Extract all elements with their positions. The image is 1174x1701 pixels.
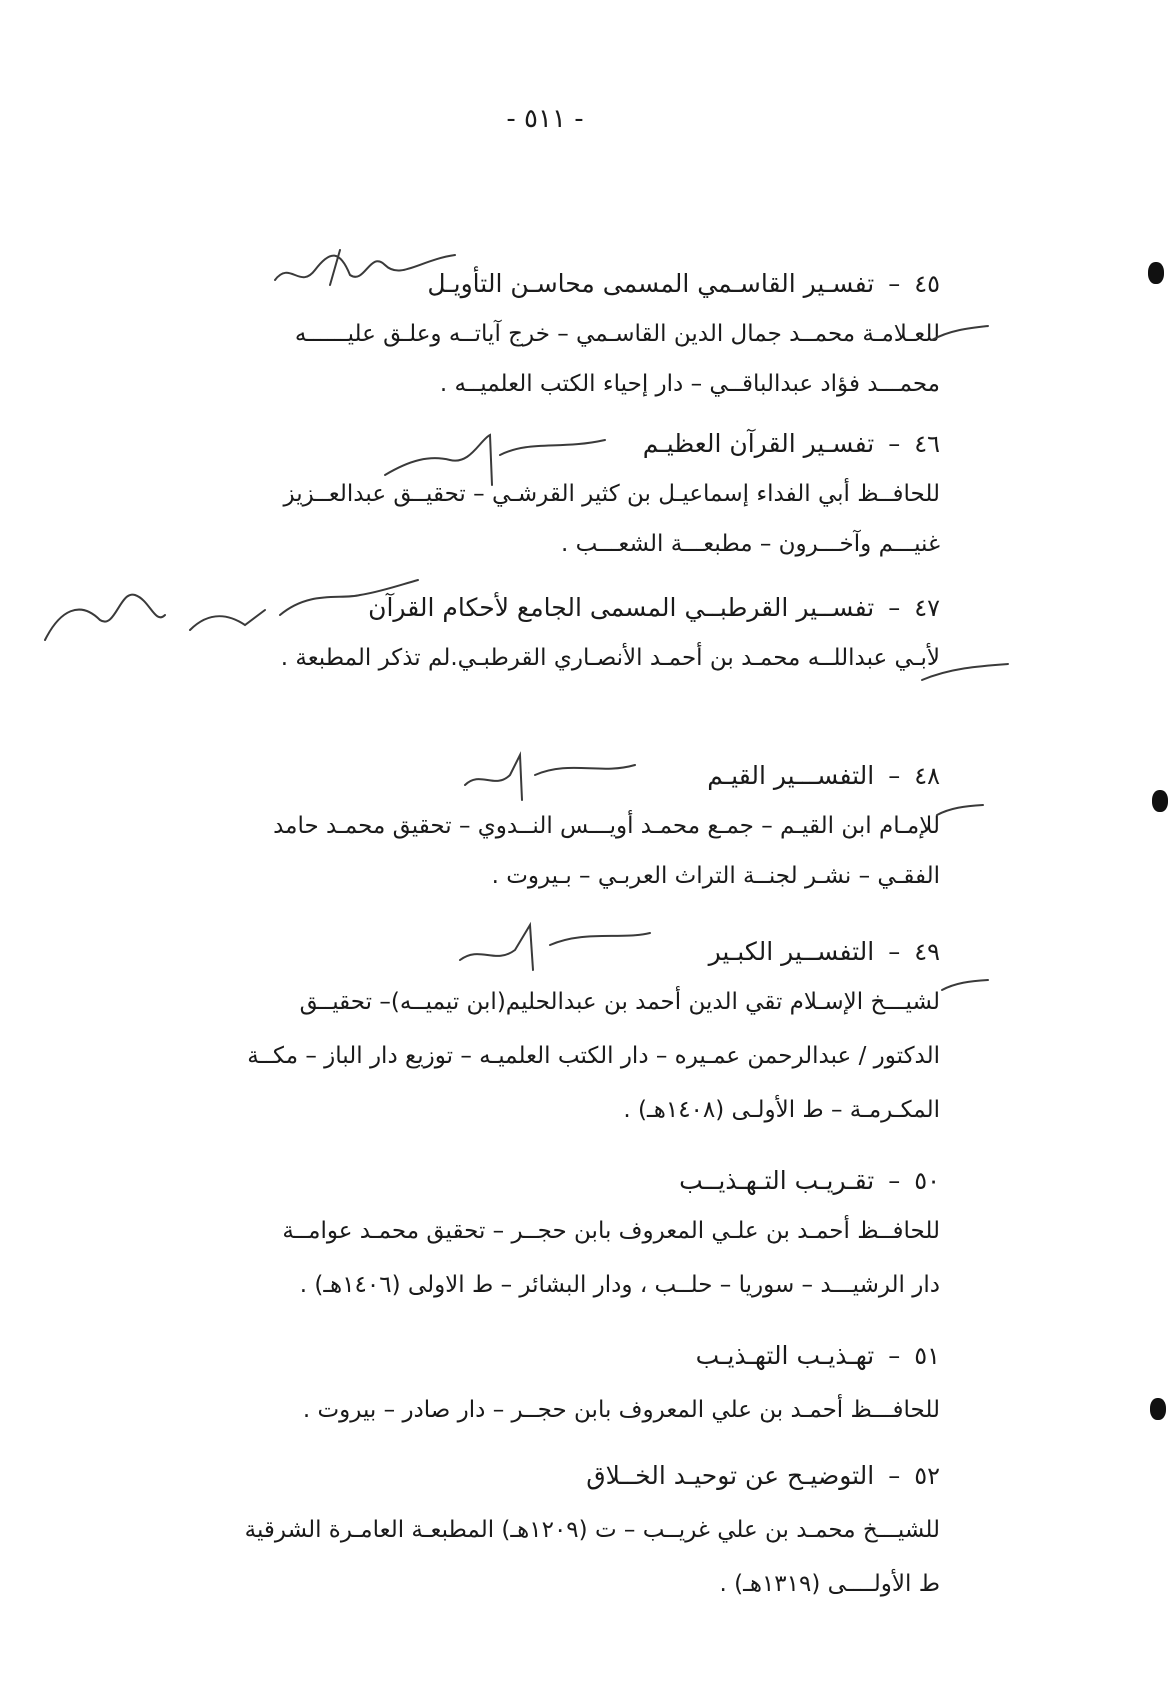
entry-separator: – — [888, 1342, 901, 1370]
entry-separator: – — [888, 1167, 901, 1195]
entry-detail-line: للإمـام ابن القيـم – جمـع محمـد أويـــس النــدوي – تحقيق محمـد حامد — [273, 813, 940, 839]
entry-detail-line: ط الأولــــى (١٣١٩هـ) . — [719, 1571, 940, 1597]
handwritten-annotation — [40, 570, 420, 660]
entry-separator: – — [888, 270, 901, 298]
entry-detail-line: غنيـــم وآخـــرون – مطبعـــة الشعـــب . — [561, 531, 940, 557]
entry-detail-line: للحافــظ أحمـد بن علـي المعروف بابن حجــر – تحقيق محمـد عوامــة — [282, 1218, 940, 1244]
page-number: - ٥١١ - — [506, 104, 584, 134]
entry-title-line — [586, 1460, 940, 1492]
entry-title: تقـريـب التـهـذيــب — [679, 1166, 875, 1195]
margin-mark — [940, 975, 990, 995]
entry-title-line — [368, 592, 940, 624]
entry-number: ٤٧ — [914, 594, 940, 622]
handwritten-annotation — [270, 240, 460, 300]
entry-title: التوضيـح عن توحيـد الخــلاق — [586, 1461, 875, 1490]
entry-title: التفســير الكبـير — [708, 937, 875, 966]
entry-detail-line: للعـلامـة محمــد جمال الدين القاسـمي – خرج آياتــه وعلـق عليــــــه — [294, 321, 940, 347]
handwritten-annotation — [455, 915, 655, 975]
entry-title-line — [643, 428, 940, 460]
entry-title-line — [707, 760, 940, 792]
handwritten-annotation — [380, 420, 610, 490]
entry-detail-line: للحافـــظ أحمـد بن علي المعروف بابن حجــر – دار صادر – بيروت . — [302, 1397, 940, 1423]
entry-number: ٤٩ — [914, 938, 940, 966]
entry-separator: – — [888, 1462, 901, 1490]
binder-hole-mark — [1152, 790, 1168, 812]
entry-title: تفسـير القرآن العظيـم — [642, 429, 875, 458]
entry-number: ٤٨ — [914, 762, 940, 790]
entry-separator: – — [888, 938, 901, 966]
entry-separator: – — [888, 762, 901, 790]
entry-title-line — [709, 936, 940, 968]
entry-title-line — [679, 1165, 940, 1197]
bibliography-entry-51 — [40, 1340, 940, 1430]
entry-detail-line: لشيـــخ الإسـلام تقي الدين أحمد بن عبدالحليم(ابن تيميــه)– تحقيــق — [299, 989, 940, 1015]
entry-detail-line: المكـرمـة – ط الأولـى (١٤٠٨هـ) . — [623, 1097, 940, 1123]
entry-title-line — [696, 1340, 940, 1372]
entry-title: تفسـير القاسـمي المسمى محاسـن التأويـل — [427, 269, 875, 298]
binder-hole-mark — [1148, 262, 1164, 284]
margin-mark — [930, 320, 990, 344]
entry-separator: – — [888, 594, 901, 622]
binder-hole-mark — [1150, 1398, 1166, 1420]
margin-mark — [920, 660, 1010, 684]
entry-number: ٥٢ — [914, 1462, 940, 1490]
bibliography-entry-52 — [40, 1460, 940, 1610]
entry-detail-line: للحافــظ أبي الفداء إسماعيـل بن كثير القرشـي – تحقيــق عبدالعــزيز — [283, 481, 940, 507]
entry-detail-line: دار الرشيـــد – سوريا – حلــب ، ودار البشائر – ط الاولى (١٤٠٦هـ) . — [299, 1272, 940, 1298]
entry-separator: – — [888, 430, 901, 458]
entry-number: ٤٦ — [914, 430, 940, 458]
entry-detail-line: محمـــد فؤاد عبدالباقــي – دار إحياء الكتب العلميــه . — [439, 371, 940, 397]
entry-detail-line: الفقـي – نشـر لجنــة التراث العربـي – بـيروت . — [491, 863, 940, 889]
entry-title: التفســـير القيـم — [707, 761, 875, 790]
entry-title: تهـذيـب التهـذيـب — [695, 1341, 875, 1370]
bibliography-entry-50 — [40, 1165, 940, 1298]
entry-number: ٥٠ — [914, 1167, 940, 1195]
entry-detail-line: للشيـــخ محمـد بن علي غريــب – ت (١٢٠٩هـ) المطبعـة العامـرة الشرقية — [244, 1517, 940, 1543]
margin-mark — [935, 800, 985, 820]
entry-number: ٤٥ — [914, 270, 940, 298]
entry-title: تفســير القرطبــي المسمى الجامع لأحكام القرآن — [368, 593, 875, 622]
entry-title-line — [427, 268, 940, 300]
entry-detail-line: لأبـي عبداللــه محمـد بن أحمـد الأنصـاري القرطبـي.لم تذكر المطبعة . — [280, 645, 940, 671]
entry-detail-line: الدكتور / عبدالرحمن عمـيره – دار الكتب العلميـه – توزيع دار الباز – مكــة — [247, 1043, 940, 1069]
bibliography-entry-45 — [40, 268, 940, 398]
handwritten-annotation — [460, 745, 640, 805]
entry-number: ٥١ — [914, 1342, 940, 1370]
